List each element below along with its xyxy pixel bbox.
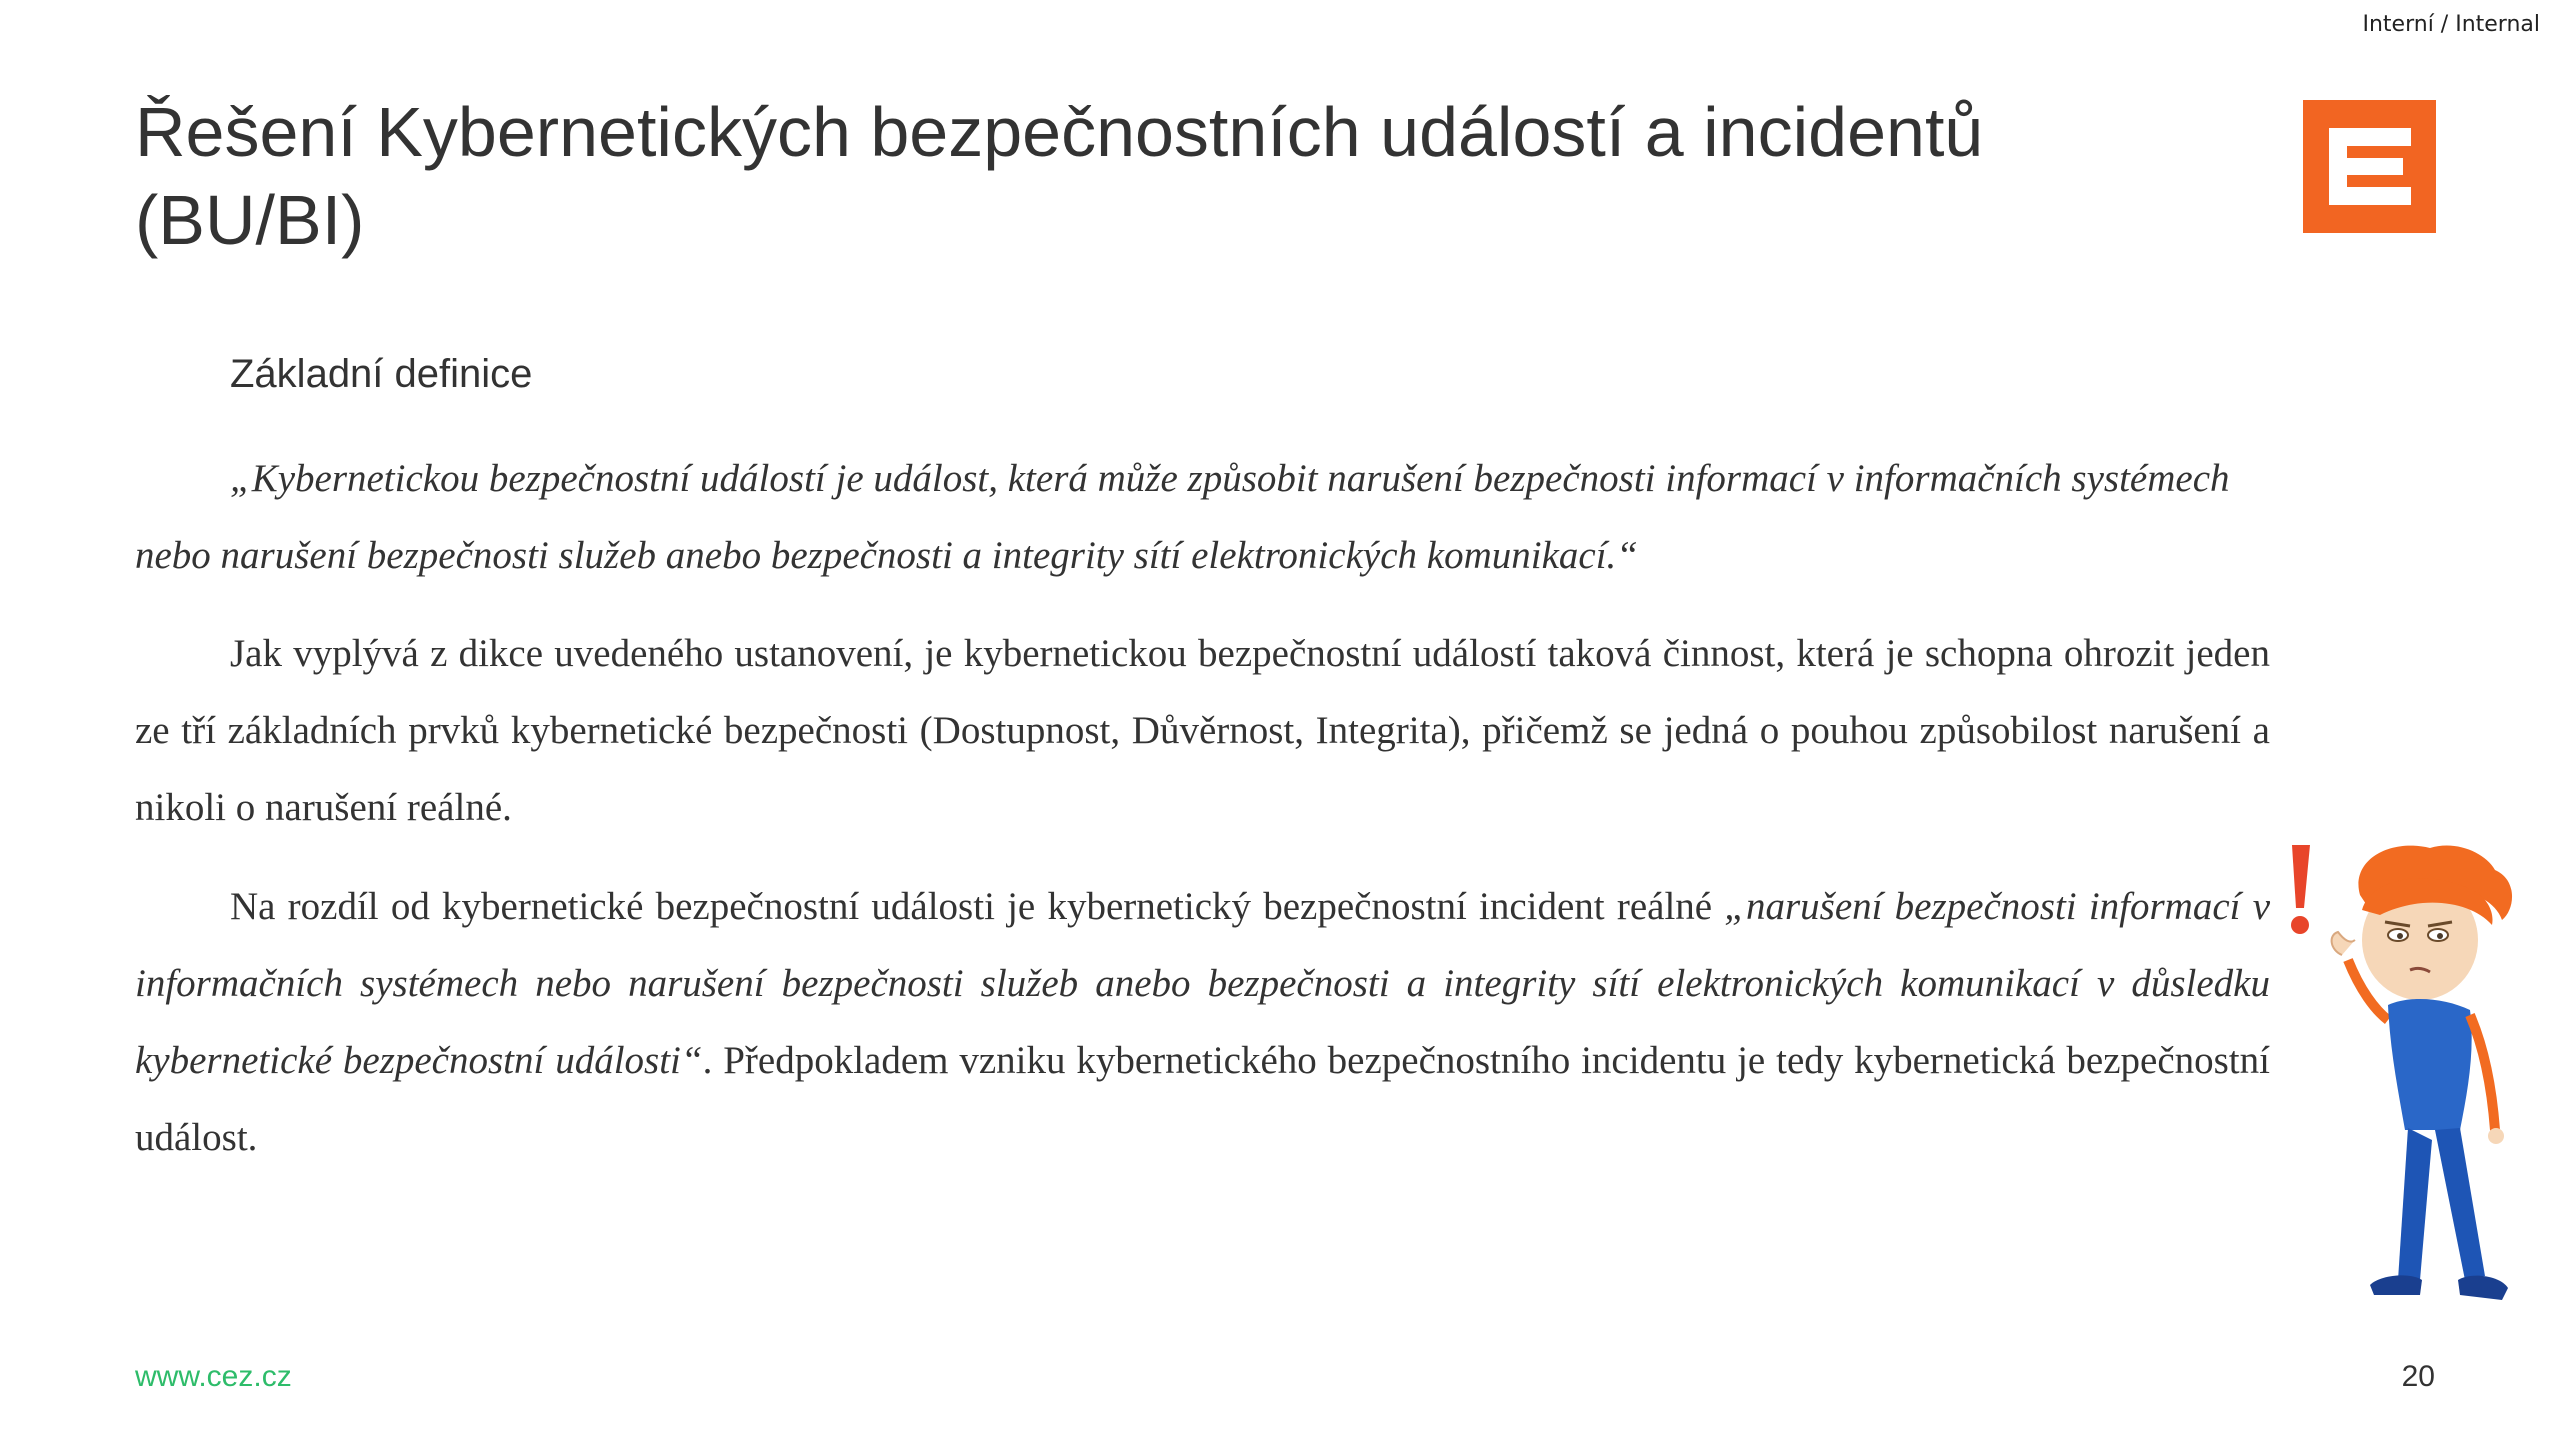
explanation-paragraph: Jak vyplývá z dikce uvedeného ustanovení, je kybernetickou bezpečnostní událostí taková činnost, která je schopna ohrozit jeden ze tří základních prvků kybernetické bezpečnosti (Dostupnost, Důvěrnost, Integrita), přičemž se jedná o pouhou způsobilost narušení a nikoli o narušení reálné. — [135, 632, 2270, 829]
page-number: 20 — [2401, 1360, 2435, 1393]
classification-label: Interní / Internal — [2362, 12, 2540, 37]
section-subtitle: Základní definice — [230, 352, 533, 396]
page-title: Řešení Kybernetických bezpečnostních událostí a incidentů (BU/BI) — [135, 93, 1984, 259]
thinking-character-icon — [2270, 840, 2550, 1340]
exclamation-icon — [2291, 845, 2310, 934]
incident-tail-text: . Předpokladem vzniku kybernetického bezpečnostního incidentu je tedy kybernetická bezpečnostní událost. — [135, 1039, 2270, 1159]
cez-logo-icon — [2303, 100, 2436, 233]
definition-quote: „Kybernetickou bezpečnostní událostí je událost, která může způsobit narušení bezpečnosti informací v informačních systémech nebo narušení bezpečnosti služeb anebo bezpečnosti a integrity sítí elektronických komunikací.“ — [135, 457, 2230, 577]
incident-lead-text: Na rozdíl od kybernetické bezpečnostní události je kybernetický bezpečnostní incident reálné — [230, 885, 1725, 928]
incident-quote-text: „narušení bezpečnosti informací v informačních systémech nebo narušení bezpečnosti služeb anebo bezpečnosti a integrity sítí elektronických komunikací v důsledku kybernetické bezpečnostní události“ — [135, 885, 2270, 1082]
incident-paragraph — [135, 868, 2270, 1176]
footer-url-link[interactable]: www.cez.cz — [135, 1360, 292, 1393]
